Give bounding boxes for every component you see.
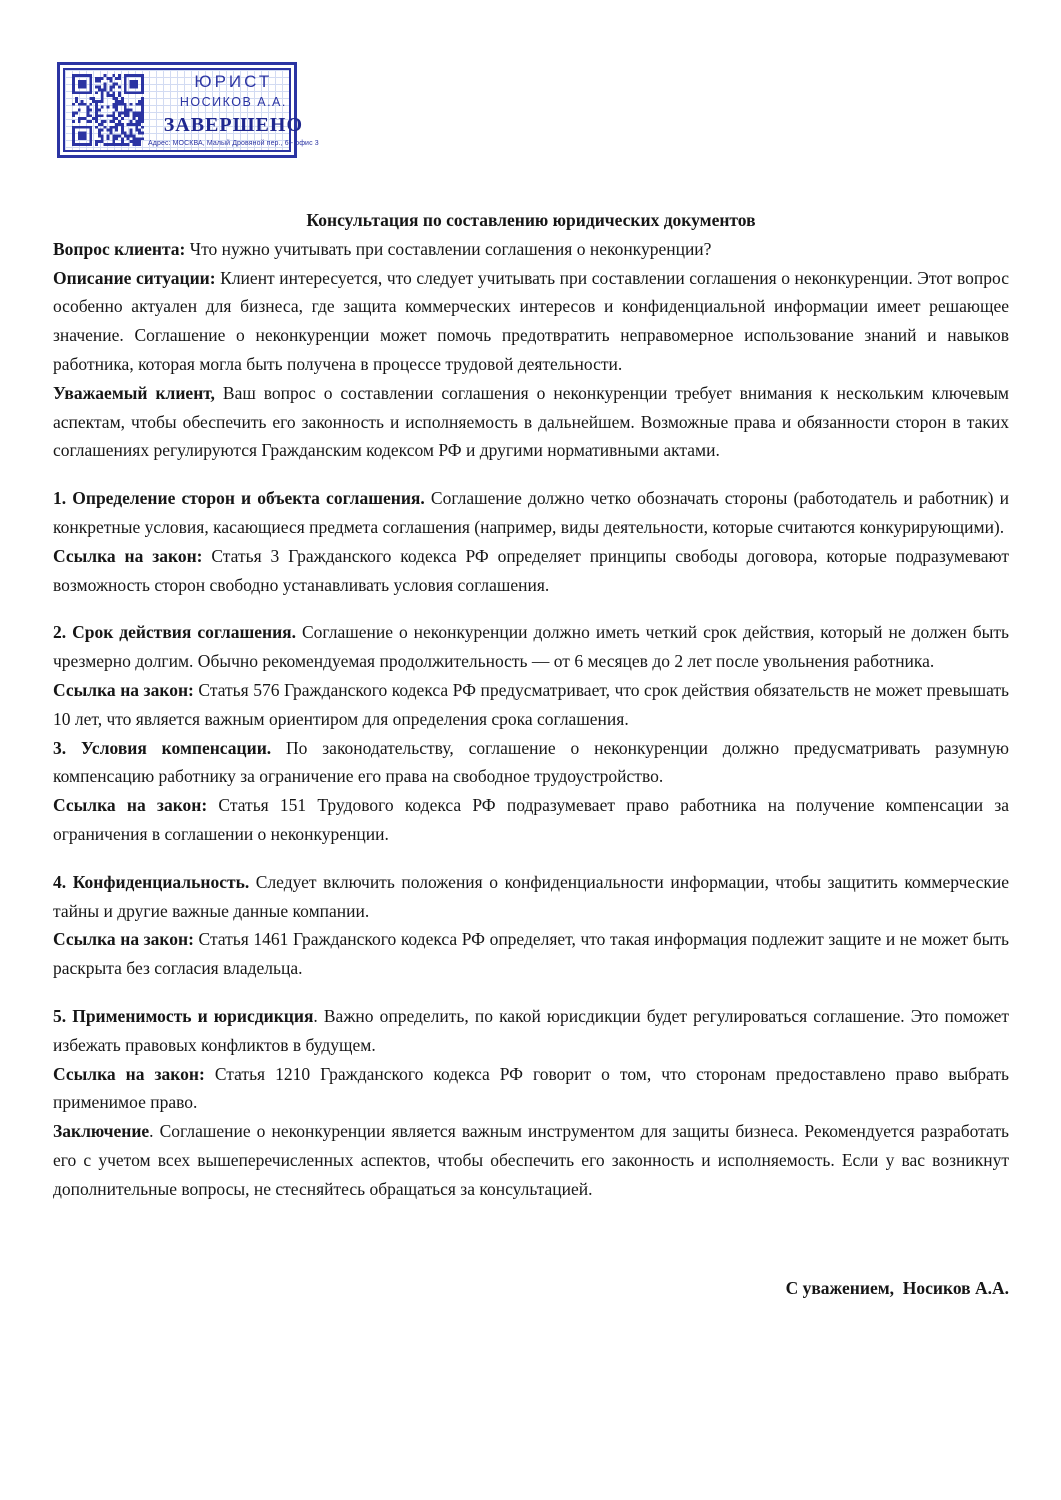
paragraph-text: . Соглашение о неконкуренции является важным инструментом для защиты бизнеса. Рекомендуется разработать его с учетом всех вышеперечисленных аспектов, чтобы обеспечить его законность и исполняемость. Если у вас возникнут дополнительные вопросы, не стесняйтесь обращаться за консультацией. bbox=[53, 1121, 1009, 1199]
paragraph-text: Статья 1461 Гражданского кодекса РФ определяет, что такая информация подлежит защите и не может быть раскрыта без согласия владельца. bbox=[53, 929, 1010, 979]
stamp-name: НОСИКОВ А.А. bbox=[179, 94, 287, 109]
stamp-status: ЗАВЕРШЕНО bbox=[163, 114, 303, 137]
paragraph bbox=[53, 235, 1009, 264]
paragraph bbox=[53, 791, 1009, 849]
paragraph bbox=[53, 484, 1009, 542]
paragraph-text: Следует включить положения о конфиденциальности информации, чтобы защитить коммерческие тайны и другие важные данные компании. bbox=[53, 871, 1009, 921]
lawyer-stamp bbox=[57, 62, 319, 158]
paragraph-text: Что нужно учитывать при составлении соглашения о неконкуренции? bbox=[185, 238, 712, 259]
paragraph-lead: Заключение bbox=[53, 1121, 150, 1142]
paragraph-lead: Уважаемый клиент, bbox=[53, 382, 215, 403]
document-content bbox=[53, 206, 1009, 1302]
paragraph-lead: 3. Условия компенсации. bbox=[53, 737, 272, 758]
stamp-profession: ЮРИСТ bbox=[194, 71, 273, 91]
paragraph bbox=[53, 379, 1009, 465]
paragraph-text: Статья 576 Гражданского кодекса РФ предусматривает, что срок действия обязательств не может превышать 10 лет, что является важным ориентиром для определения срока соглашения. bbox=[53, 679, 1010, 729]
paragraph bbox=[53, 618, 1009, 676]
paragraph-lead: Описание ситуации: bbox=[53, 267, 216, 288]
paragraph-text: Статья 3 Гражданского кодекса РФ определяет принципы свободы договора, которые подразумевают возможность сторон свободно устанавливать условия соглашения. bbox=[53, 545, 1010, 595]
paragraph bbox=[53, 925, 1009, 983]
paragraph-lead: Ссылка на закон: bbox=[53, 679, 194, 700]
paragraph-text: Статья 151 Трудового кодекса РФ подразумевает право работника на получение компенсации за ограничения в соглашении о неконкуренции. bbox=[53, 795, 1010, 844]
stamp-text bbox=[144, 73, 319, 148]
paragraph bbox=[53, 1002, 1009, 1060]
paragraph-lead: Вопрос клиента: bbox=[53, 238, 186, 259]
paragraph-text: Соглашение должно четко обозначать стороны (работодатель и работник) и конкретные условия, касающиеся предмета соглашения (например, виды деятельности, которые считаются конкурирующими). bbox=[53, 488, 1009, 537]
paragraph bbox=[53, 868, 1009, 926]
paragraph bbox=[53, 1060, 1009, 1118]
paragraph-text: Статья 1210 Гражданского кодекса РФ говорит о том, что сторонам предоставлено право выбрать применимое право. bbox=[53, 1063, 1010, 1113]
stamp-address: Адрес: МОСКВА, Малый Дровяной пер., 6 - офис 3 bbox=[148, 140, 319, 148]
qr-code-icon bbox=[72, 74, 144, 146]
page-title: Консультация по составлению юридических документов bbox=[306, 210, 756, 230]
paragraph-text: По законодательству, соглашение о неконкуренции должно предусматривать разумную компенсацию работнику за ограничение его права на свободное трудоустройство. bbox=[53, 737, 1009, 787]
paragraph-lead: 4. Конфиденциальность. bbox=[53, 871, 250, 892]
paragraph-text: Клиент интересуется, что следует учитывать при составлении соглашения о неконкуренции. Этот вопрос особенно актуален для бизнеса, где защита коммерческих интересов и конфиденциальной информации имеет решающее значение. Соглашение о неконкуренции может помочь предотвратить неправомерное использование знаний и навыков работника, которая могла быть получена в процессе трудовой деятельности. bbox=[53, 267, 1009, 374]
paragraph-text: Соглашение о неконкуренции должно иметь четкий срок действия, который не должен быть чрезмерно долгим. Обычно рекомендуемая продолжительность — от 6 месяцев до 2 лет после увольнения работника. bbox=[53, 622, 1009, 672]
paragraph-lead: 2. Срок действия соглашения. bbox=[53, 622, 297, 643]
paragraph-lead: Ссылка на закон: bbox=[53, 795, 208, 816]
paragraph bbox=[53, 542, 1009, 600]
paragraph-lead: Ссылка на закон: bbox=[53, 929, 194, 950]
paragraph bbox=[53, 676, 1009, 734]
paragraph-lead: Ссылка на закон: bbox=[53, 545, 203, 566]
lawyer-stamp-inner bbox=[63, 68, 319, 152]
paragraph-lead: 5. Применимость и юрисдикция bbox=[53, 1005, 314, 1026]
paragraph bbox=[53, 264, 1009, 379]
paragraph-text: Ваш вопрос о составлении соглашения о неконкуренции требует внимания к нескольким ключевым аспектам, чтобы обеспечить его законность и исполняемость в дальнейшем. Возможные права и обязанности сторон в таких соглашениях регулируются Гражданским кодексом РФ и другими нормативными актами. bbox=[53, 382, 1009, 461]
paragraph bbox=[53, 1117, 1009, 1203]
paragraph-lead: Ссылка на закон: bbox=[53, 1063, 205, 1084]
signature: С уважением, Носиков А.А. bbox=[785, 1277, 1009, 1298]
document-body bbox=[53, 235, 1009, 1204]
paragraph bbox=[53, 734, 1009, 792]
paragraph-text: . Важно определить, по какой юрисдикции будет регулироваться соглашение. Это поможет избежать правовых конфликтов в будущем. bbox=[53, 1005, 1010, 1055]
paragraph-lead: 1. Определение сторон и объекта соглашения. bbox=[53, 488, 425, 509]
